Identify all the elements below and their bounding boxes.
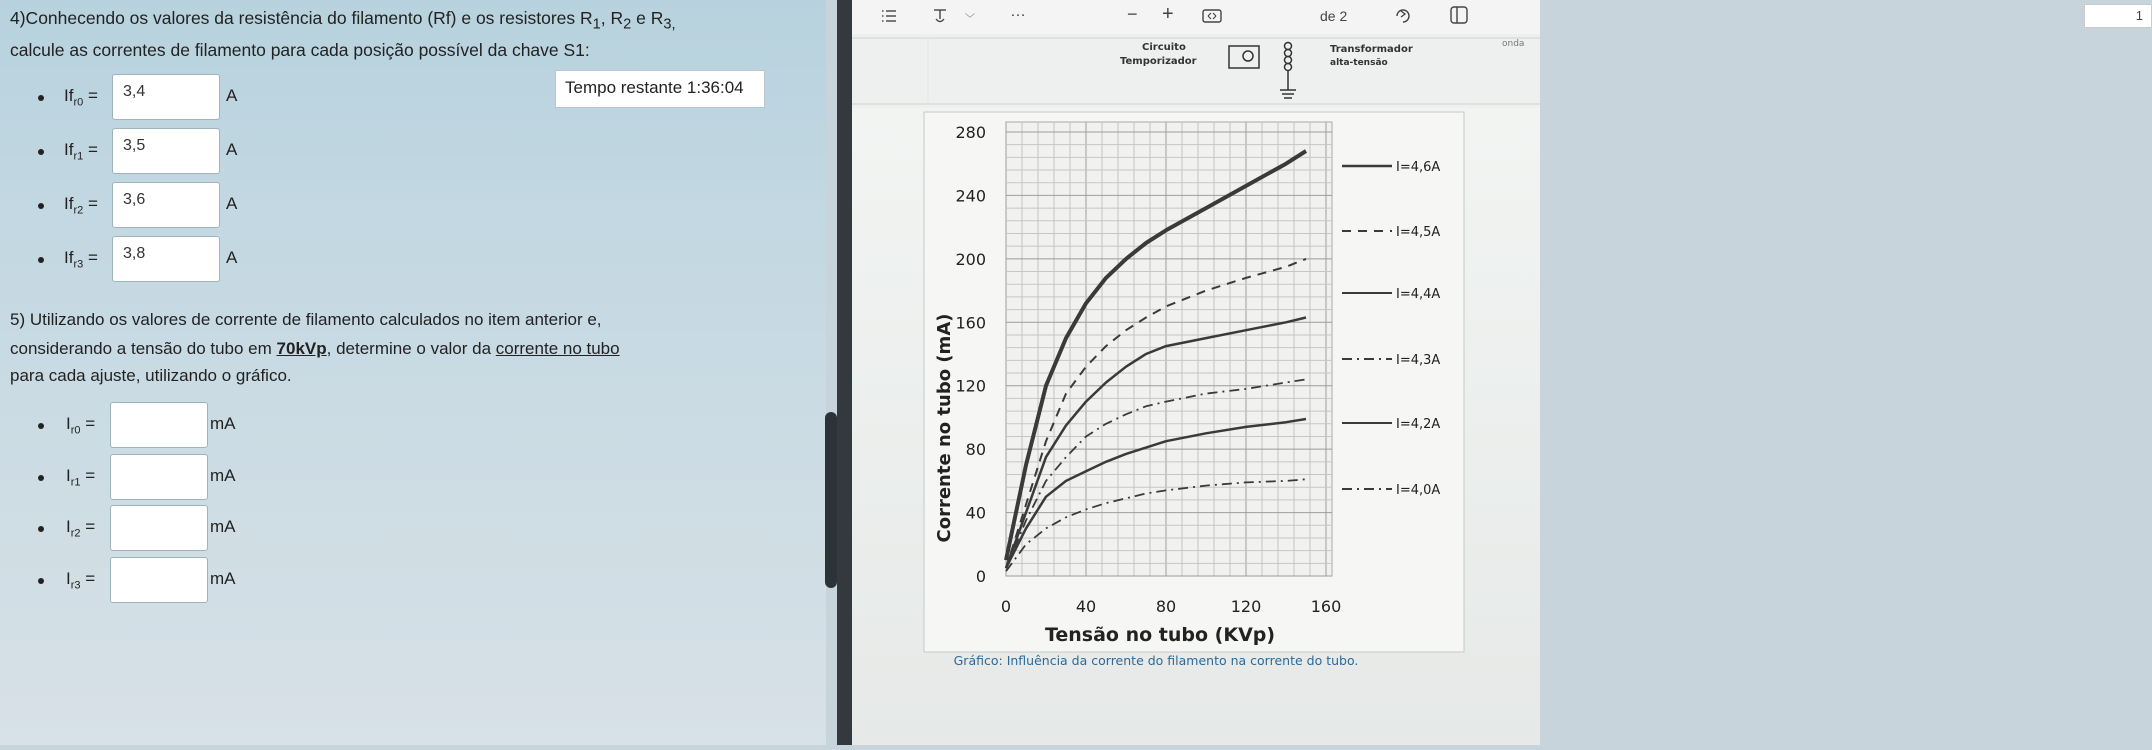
label-main: I xyxy=(66,414,71,433)
label-equals: = xyxy=(83,194,98,213)
unit-label: A xyxy=(226,140,238,159)
unit-label: mA xyxy=(210,466,236,485)
r3-symbol: R xyxy=(650,8,664,28)
y-tick-label: 0 xyxy=(975,567,986,586)
y-tick-label: 160 xyxy=(955,313,986,333)
label-sub: r3 xyxy=(73,258,84,271)
bullet xyxy=(38,578,44,584)
question5-line2 xyxy=(10,339,620,359)
list-icon[interactable] xyxy=(880,7,898,28)
label-equals: = xyxy=(80,569,96,588)
pane-divider[interactable] xyxy=(837,0,852,745)
x-tick-label: 80 xyxy=(1155,597,1177,616)
legend-label: I=4,3A xyxy=(1396,353,1441,368)
tube-current-chart xyxy=(852,108,1540,745)
x-tick-label: 0 xyxy=(1000,597,1012,616)
question4-line2: calcule as correntes de filamento para cada posição possível da chave S1: xyxy=(10,40,590,60)
chart-caption: Gráfico: Influência da corrente do filamento na corrente do tubo. xyxy=(953,653,1359,668)
label-sub: r1 xyxy=(73,150,84,163)
y-tick-label: 40 xyxy=(965,503,986,523)
label-main: If xyxy=(64,248,74,267)
fit-page-icon[interactable] xyxy=(1202,8,1222,27)
q4-text: 4)Conhecendo os valores da resistência do filamento (Rf) e os resistores xyxy=(10,8,580,28)
question5-line3: para cada ajuste, utilizando o gráfico. xyxy=(10,366,292,385)
zoom-out-button[interactable]: − xyxy=(1127,4,1138,24)
question5-line1: 5) Utilizando os valores de corrente de filamento calculados no item anterior e, xyxy=(10,310,602,329)
label-sub: r0 xyxy=(73,96,84,109)
circuit-schematic xyxy=(852,34,1540,108)
bullet xyxy=(38,423,44,429)
label-sub: r2 xyxy=(73,204,84,217)
r1-symbol: R xyxy=(580,8,593,28)
label-main: I xyxy=(66,569,71,588)
y-tick-label: 240 xyxy=(955,186,986,206)
label-main: I xyxy=(66,517,71,536)
question4-line1 xyxy=(10,8,676,33)
document-left-pane xyxy=(0,0,826,745)
answer-label xyxy=(64,140,98,162)
answer-input-r0[interactable]: 3,4 xyxy=(112,74,220,120)
label-equals: = xyxy=(80,517,96,536)
answer-input-r0[interactable] xyxy=(110,402,208,448)
answer-input-r1[interactable] xyxy=(110,454,208,500)
unit-label: A xyxy=(226,86,238,105)
r3-sub: 3, xyxy=(663,16,676,33)
answer-input-r2[interactable]: 3,6 xyxy=(112,182,220,228)
label-main: I xyxy=(66,466,71,485)
r2-sub: 2 xyxy=(623,16,632,33)
timer-label: Tempo restante xyxy=(565,78,687,97)
unit-label: A xyxy=(226,248,238,267)
transformer-label: Transformador xyxy=(1330,44,1413,55)
unit-label: mA xyxy=(210,569,236,588)
answer-label xyxy=(66,517,95,539)
bullet xyxy=(38,257,44,263)
answer-label xyxy=(66,569,95,591)
answer-input-r1[interactable]: 3,5 xyxy=(112,128,220,174)
page-total: de 2 xyxy=(1320,8,1348,24)
legend-label: I=4,6A xyxy=(1396,160,1441,175)
bullet xyxy=(38,203,44,209)
unit-label: mA xyxy=(210,517,236,536)
answer-label xyxy=(64,248,98,270)
x-axis-label: Tensão no tubo (KVp) xyxy=(1044,624,1276,646)
wave-label: onda xyxy=(1502,39,1525,49)
r1-sub: 1 xyxy=(592,16,601,33)
label-equals: = xyxy=(80,466,96,485)
timer-circuit-label2: Temporizador xyxy=(1120,56,1197,67)
answer-label xyxy=(64,194,98,216)
x-tick-label: 40 xyxy=(1075,597,1097,616)
y-tick-label: 200 xyxy=(955,249,986,269)
y-tick-label: 80 xyxy=(965,440,986,460)
and-text: e xyxy=(631,8,651,28)
unit-label: mA xyxy=(210,414,236,433)
time-remaining xyxy=(555,70,765,108)
page-view-icon[interactable] xyxy=(1449,5,1469,28)
legend-label: I=4,2A xyxy=(1396,417,1441,432)
legend-label: I=4,5A xyxy=(1396,225,1441,240)
r2-symbol: R xyxy=(610,8,624,28)
chevron-down-icon[interactable]: ﹀ xyxy=(965,14,975,25)
y-tick-label: 120 xyxy=(955,376,986,396)
rotate-icon[interactable] xyxy=(1392,4,1414,29)
label-equals: = xyxy=(80,414,96,433)
transformer-label2: alta-tensão xyxy=(1330,58,1388,68)
label-main: If xyxy=(64,140,74,159)
chart-area xyxy=(852,108,1540,745)
y-axis-label: Corrente no tubo (mA) xyxy=(934,313,955,543)
answer-input-r3[interactable] xyxy=(110,557,208,603)
voltage-bold: 70kVp xyxy=(276,339,327,358)
answer-label xyxy=(66,414,95,436)
unit-label: A xyxy=(226,194,238,213)
bullet xyxy=(38,526,44,532)
bullet xyxy=(38,149,44,155)
q5-text: considerando a tensão do tubo em xyxy=(10,339,277,358)
x-tick-label: 160 xyxy=(1310,597,1342,616)
plot-area xyxy=(1006,122,1332,576)
y-tick-label: 280 xyxy=(955,123,986,142)
legend-label: I=4,4A xyxy=(1396,287,1441,302)
label-equals: = xyxy=(83,140,98,159)
label-equals: = xyxy=(83,86,98,105)
answer-label xyxy=(64,86,98,108)
label-sub: r0 xyxy=(70,424,81,437)
more-button[interactable]: … xyxy=(1010,3,1026,20)
label-main: If xyxy=(64,86,74,105)
timer-circuit-label: Circuito xyxy=(1142,42,1186,53)
label-sub: r1 xyxy=(70,476,81,489)
scrollbar-thumb[interactable] xyxy=(825,412,837,588)
label-main: If xyxy=(64,194,74,213)
page-number-input[interactable]: 1 xyxy=(2084,4,2152,28)
bullet xyxy=(38,475,44,481)
separator: , xyxy=(600,8,611,28)
legend-label: I=4,0A xyxy=(1396,483,1441,498)
answer-label xyxy=(66,466,95,488)
label-sub: r2 xyxy=(70,527,81,540)
label-sub: r3 xyxy=(70,579,81,592)
q5-text-mid: , determine o valor da xyxy=(326,339,496,358)
answer-input-r2[interactable] xyxy=(110,505,208,551)
label-equals: = xyxy=(83,248,98,267)
draw-icon[interactable] xyxy=(930,7,950,30)
answer-input-r3[interactable]: 3,8 xyxy=(112,236,220,282)
bullet xyxy=(38,95,44,101)
pdf-toolbar xyxy=(852,0,2143,35)
tube-current-term: corrente no tubo xyxy=(495,339,620,358)
x-tick-label: 120 xyxy=(1230,597,1262,616)
zoom-in-button[interactable]: + xyxy=(1162,3,1174,25)
timer-value: 1:36:04 xyxy=(686,78,744,97)
